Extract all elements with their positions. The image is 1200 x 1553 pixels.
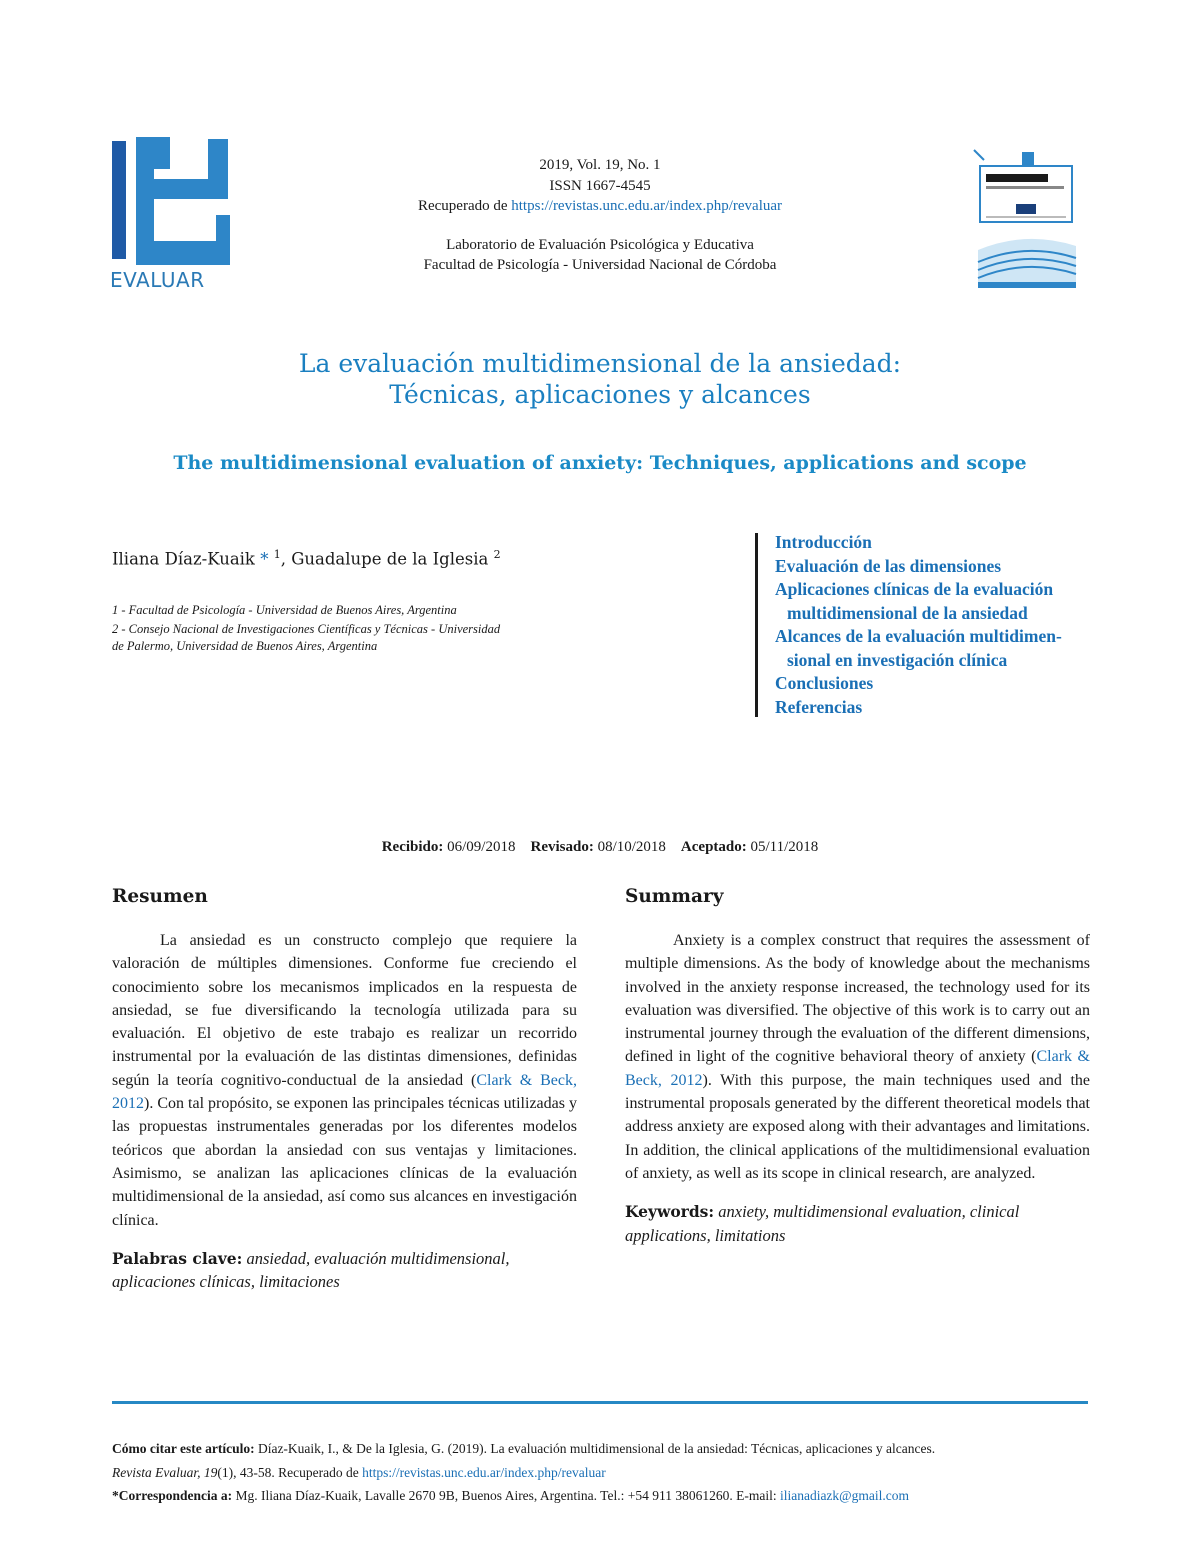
journal-header — [300, 155, 900, 276]
resumen-text-2: ). Con tal propósito, se exponen las principales técnicas utilizadas y las propuestas instrumentales generadas por los diferentes modelos teóricos que abordan la ansiedad con sus ventajas y limitaciones. Asimismo, se analizan las aplicaciones clínicas de la evaluación multidimensional de la ansiedad, así como sus alcances en investigación clínica. — [112, 1095, 577, 1229]
summary-heading: Summary — [625, 886, 724, 907]
revised-label: Revisado: — [530, 839, 594, 855]
article-dates — [200, 839, 1000, 856]
received-date: 06/09/2018 — [447, 839, 516, 855]
cite-url-link[interactable]: https://revistas.unc.edu.ar/index.php/revaluar — [362, 1464, 606, 1480]
journal-cover-thumbnail — [972, 146, 1080, 290]
toc-item-alcances-line2: sional en investigación clínica — [787, 649, 1008, 670]
summary-column — [625, 886, 1090, 1247]
affiliation-2-line2: de Palermo, Universidad de Buenos Aires, Argentina — [112, 639, 378, 653]
summary-keywords — [625, 1200, 1090, 1247]
retrieved-line — [300, 196, 900, 217]
author-2: Guadalupe de la Iglesia — [291, 549, 489, 569]
summary-keywords-list: anxiety, multidimensional evaluation, clinical applications, limitations — [625, 1202, 1020, 1245]
author-1: Iliana Díaz-Kuaik — [112, 549, 255, 569]
summary-keywords-label: Keywords: — [625, 1202, 715, 1222]
resumen-citation-link[interactable]: Clark & Beck, 2012 — [112, 1071, 577, 1113]
resumen-keywords-label: Palabras clave: — [112, 1248, 243, 1268]
logo-e-mark — [108, 135, 233, 270]
cite-source-line — [112, 1461, 1102, 1485]
journal-url-link[interactable]: https://revistas.unc.edu.ar/index.php/revaluar — [511, 198, 783, 214]
resumen-body — [112, 929, 577, 1232]
summary-text-2: ). With this purpose, the main techniques used and the instrumental proposals generated by the different theoretical models that address anxiety are exposed along with their advantages and limitations. In addition, the clinical applications of the multidimensional evaluation of anxiety, as well as its scope in clinical research, are analyzed. — [625, 1071, 1090, 1182]
article-title-en: The multidimensional evaluation of anxiety: Techniques, applications and scope — [173, 452, 1027, 474]
summary-body — [625, 929, 1090, 1185]
author-2-affil-mark: 2 — [493, 548, 501, 561]
faculty-name: Facultad de Psicología - Universidad Nacional de Córdoba — [423, 257, 777, 273]
resumen-heading: Resumen — [112, 886, 208, 907]
title-es-line2: Técnicas, aplicaciones y alcances — [389, 380, 811, 409]
footer-notes — [112, 1437, 1102, 1508]
toc-item-referencias[interactable]: Referencias — [775, 696, 863, 717]
toc-item-conclusiones[interactable]: Conclusiones — [775, 673, 874, 693]
author-separator: , — [280, 549, 292, 569]
toc-item-aplicaciones-clinicas[interactable] — [775, 578, 1105, 625]
cover-image — [972, 146, 1080, 290]
issn: ISSN 1667-4545 — [549, 177, 651, 194]
author-1-affil-mark: 1 — [273, 548, 281, 561]
toc-item-alcances-line1: Alcances de la evaluación multidimen- — [775, 626, 1062, 646]
affiliation-2 — [112, 621, 612, 656]
table-of-contents — [775, 531, 1105, 719]
summary-text-1: Anxiety is a complex construct that requires the assessment of multiple dimensions. As the body of knowledge about the mechanisms involved in the anxiety response increased, the technology used for its evaluation was diversified. The objective of this work is to carry out an instrumental journey through the evaluation of the different dimensions, defined in light of the cognitive behavioral theory of anxiety ( — [625, 932, 1090, 1066]
cite-issue-pages: (1), 43-58. Recuperado de — [217, 1464, 363, 1480]
toc-item-introduccion[interactable]: Introducción — [775, 532, 872, 552]
footer-rule — [112, 1401, 1088, 1404]
resumen-column — [112, 886, 577, 1294]
correspondence-label: *Correspondencia a: — [112, 1488, 233, 1503]
toc-item-alcances[interactable] — [775, 625, 1105, 672]
received-label: Recibido: — [381, 839, 444, 855]
article-title-es — [100, 348, 1100, 410]
toc-item-aplicaciones-line2: multidimensional de la ansiedad — [787, 602, 1028, 623]
correspondence-text: Mg. Iliana Díaz-Kuaik, Lavalle 2670 9B, Buenos Aires, Argentina. Tel.: +54 911 38061260. E-mail: — [235, 1488, 780, 1503]
resumen-keywords-list: ansiedad, evaluación multidimensional, aplicaciones clínicas, limitaciones — [112, 1248, 510, 1292]
toc-item-evaluacion-dimensiones[interactable]: Evaluación de las dimensiones — [775, 555, 1002, 576]
accepted-label: Aceptado: — [680, 839, 747, 855]
toc-item-aplicaciones-line1: Aplicaciones clínicas de la evaluación — [775, 579, 1054, 599]
affiliation-2-line1: 2 - Consejo Nacional de Investigaciones Científicas y Técnicas - Universidad — [112, 621, 501, 636]
logo-text: EVALUAR — [110, 268, 205, 292]
resumen-keywords — [112, 1247, 577, 1294]
cite-journal: Revista Evaluar, 19 — [112, 1464, 218, 1480]
toc-divider — [755, 533, 758, 717]
retrieved-prefix: Recuperado de — [417, 198, 512, 214]
author-line — [112, 548, 501, 569]
correspondence-line — [112, 1484, 1102, 1508]
summary-citation-link[interactable]: Clark & Beck, 2012 — [625, 1048, 1090, 1089]
affiliations — [112, 602, 612, 657]
cite-label: Cómo citar este artículo: — [112, 1441, 255, 1456]
accepted-date: 05/11/2018 — [750, 839, 819, 855]
corresponding-asterisk[interactable]: * — [260, 549, 269, 569]
how-to-cite-line — [112, 1437, 1102, 1461]
title-es-line1: La evaluación multidimensional de la ansiedad: — [298, 349, 902, 378]
affiliation-1: 1 - Facultad de Psicología - Universidad de Buenos Aires, Argentina — [112, 603, 457, 617]
resumen-text-1: La ansiedad es un constructo complejo que requiere la valoración de múltiples dimensiones. Conforme fue creciendo el conocimiento sobre los mecanismos implicados en la respuesta de ansiedad, se fue diversificando la tecnología utilizada para su evaluación. El objetivo de este trabajo es realizar un recorrido instrumental por la evaluación de las distintas dimensiones, definidas según la teoría cognitivo-conductual de la ansiedad ( — [112, 932, 577, 1089]
revised-date: 08/10/2018 — [597, 839, 666, 855]
lab-name: Laboratorio de Evaluación Psicológica y Educativa — [446, 236, 754, 253]
email-link[interactable]: ilianadiazk@gmail.com — [779, 1488, 909, 1503]
cite-text: Díaz-Kuaik, I., & De la Iglesia, G. (2019). La evaluación multidimensional de la ansiedad: Técnicas, aplicaciones y alcances. — [257, 1441, 936, 1456]
issue-info: 2019, Vol. 19, No. 1 — [539, 157, 661, 173]
